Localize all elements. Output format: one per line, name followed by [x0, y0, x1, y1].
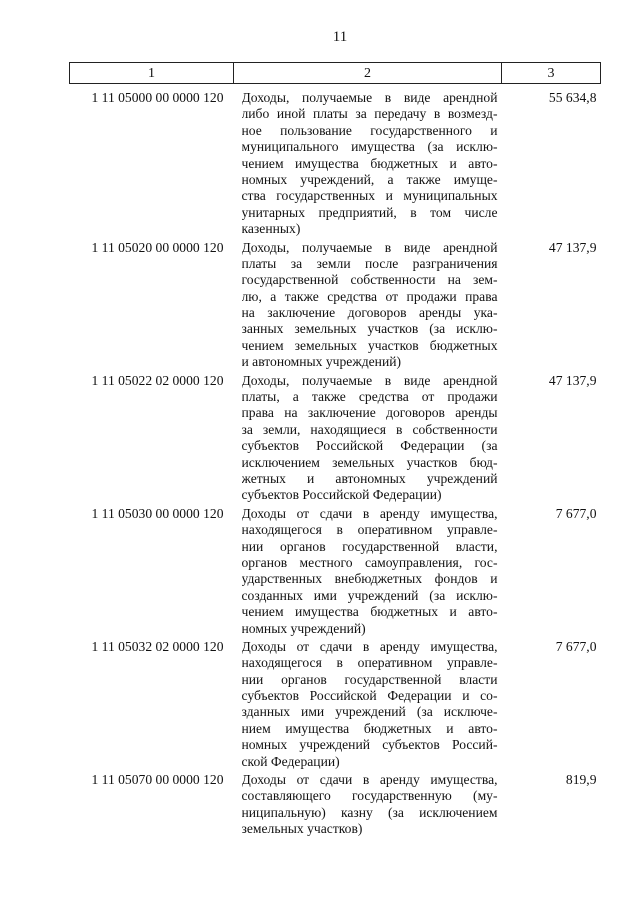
description-line: унитарных предприятий, в том числе: [241, 204, 498, 220]
table-row: [70, 639, 601, 772]
table-header-row: [70, 63, 601, 84]
description-line: платы, а также средства от продажи: [241, 389, 498, 405]
description-line: составляющего государственную (му-: [241, 788, 498, 804]
description-line: либо иной платы за передачу в возмезд-: [241, 106, 498, 122]
description-line: на заключение договоров аренды ука-: [241, 305, 498, 321]
description-line: номных учреждений субъектов Россий-: [241, 737, 498, 753]
description-line: жетных и автономных учреждений: [241, 470, 498, 486]
revenue-description: [234, 84, 502, 240]
revenue-description: [234, 506, 502, 639]
page-number: 11: [332, 29, 348, 45]
revenue-description: [234, 772, 502, 840]
header-col-3: 3: [502, 63, 601, 84]
description-line: созданных ими учреждений (за исклю-: [241, 587, 498, 603]
description-line: зданных ими учреждений (за исключе-: [241, 704, 498, 720]
budget-code: 1 11 05022 02 0000 120: [91, 372, 224, 388]
table-row: [70, 240, 601, 373]
amount-value: 47 137,9: [548, 239, 597, 255]
description-line: ства государственных и муниципальных: [241, 188, 498, 204]
description-line: Доходы, получаемые в виде арендной: [241, 239, 498, 255]
description-line: находящегося в оперативном управле-: [241, 522, 498, 538]
description-line: муниципального имущества (за исклю-: [241, 139, 498, 155]
description-line: ударственных внебюджетных фондов и: [241, 571, 498, 587]
header-col-2: 2: [234, 63, 502, 84]
description-line: субъектов Российской Федерации и со-: [241, 688, 498, 704]
description-line: исключением земельных участков бюд-: [241, 454, 498, 470]
description-line: Доходы, получаемые в виде арендной: [241, 90, 498, 105]
description-line: лю, а также средства от продажи права: [241, 288, 498, 304]
amount-value: 7 677,0: [555, 638, 597, 654]
description-line: чением имущества бюджетных и авто-: [241, 604, 498, 620]
amount-value: 55 634,8: [548, 90, 597, 105]
amount-value: 7 677,0: [555, 505, 597, 521]
description-line: казенных): [241, 221, 301, 237]
description-line: субъектов Российской Федерации): [241, 487, 442, 503]
description-line: Доходы от сдачи в аренду имущества,: [241, 505, 498, 521]
table-row: [70, 84, 601, 240]
description-line: чением земельных участков бюджетных: [241, 337, 498, 353]
description-line: Доходы, получаемые в виде арендной: [241, 372, 498, 388]
revenue-description: [234, 240, 502, 373]
description-line: и автономных учреждений): [241, 354, 402, 370]
description-line: нии органов государственной власти: [241, 671, 498, 687]
description-line: органов местного самоуправления, гос-: [241, 554, 498, 570]
description-line: государственной собственности на зем-: [241, 272, 498, 288]
description-line: Доходы от сдачи в аренду имущества,: [241, 638, 498, 654]
table-row: [70, 506, 601, 639]
description-line: номных учреждений, а также имуще-: [241, 171, 498, 187]
table-row: [70, 772, 601, 840]
description-line: ниципальную) казну (за исключением: [241, 804, 498, 820]
budget-code: 1 11 05020 00 0000 120: [91, 239, 224, 255]
description-line: ное пользование государственного и: [241, 122, 498, 138]
description-line: субъектов Российской Федерации (за: [241, 438, 498, 454]
description-line: занных земельных участков (за исклю-: [241, 321, 498, 337]
revenue-description: [234, 373, 502, 506]
budget-code: 1 11 05032 02 0000 120: [91, 638, 224, 654]
budget-code: 1 11 05030 00 0000 120: [91, 505, 224, 521]
header-col-1: 1: [70, 63, 234, 84]
description-line: чением имущества бюджетных и авто-: [241, 155, 498, 171]
description-line: за земли, находящиеся в собственности: [241, 421, 498, 437]
description-line: платы за земли после разграничения: [241, 255, 498, 271]
amount-value: 47 137,9: [548, 372, 597, 388]
revenue-table: [69, 62, 601, 840]
budget-code: 1 11 05070 00 0000 120: [91, 772, 224, 788]
description-line: находящегося в оперативном управле-: [241, 655, 498, 671]
description-line: номных учреждений): [241, 620, 366, 636]
table-row: [70, 373, 601, 506]
revenue-description: [234, 639, 502, 772]
amount-value: 819,9: [565, 772, 597, 788]
description-line: нии органов государственной власти,: [241, 538, 498, 554]
description-line: нием имущества бюджетных и авто-: [241, 720, 498, 736]
description-line: ской Федерации): [241, 753, 340, 769]
budget-code: 1 11 05000 00 0000 120: [91, 90, 224, 105]
description-line: Доходы от сдачи в аренду имущества,: [241, 772, 498, 788]
description-line: права на заключение договоров аренды: [241, 405, 498, 421]
table-body: [70, 84, 601, 840]
description-line: земельных участков): [241, 821, 363, 837]
